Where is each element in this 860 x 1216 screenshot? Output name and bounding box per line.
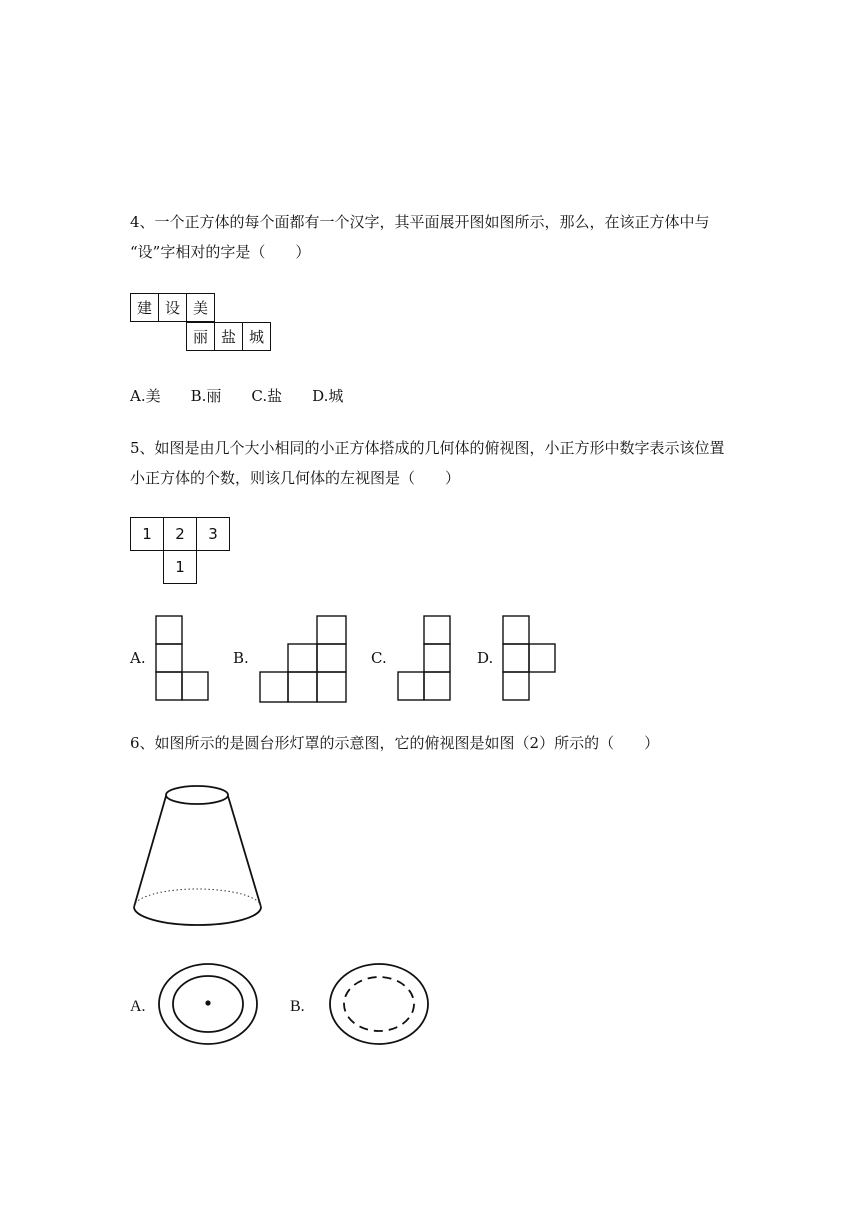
q6-lampshade-figure: [130, 780, 270, 930]
q5-option-c-label: C.: [371, 649, 387, 667]
q6-option-a-label: A.: [130, 998, 146, 1015]
net-cell-mei: 美: [186, 293, 215, 322]
q6-text-line1: 6、如图所示的是圆台形灯罩的示意图，它的俯视图是如图（2）所示的（ ）: [130, 734, 660, 752]
top-view-cell-2: 2: [163, 517, 197, 551]
net-cell-li: 丽: [186, 322, 215, 351]
q4-options: A.美 B.丽 C.盐 D.城: [130, 387, 344, 405]
q5-option-d-label: D.: [477, 649, 494, 667]
q5-option-d-figure: [502, 615, 557, 701]
q6-option-a-figure: [158, 962, 260, 1048]
q5-option-b-figure: [259, 615, 349, 703]
net-cell-she: 设: [158, 293, 187, 322]
q6-option-b-label: B.: [290, 998, 305, 1015]
q5-text-line2: 小正方体的个数，则该几何体的左视图是（ ）: [130, 469, 461, 487]
net-cell-yan: 盐: [214, 322, 243, 351]
q5-option-a-figure: [155, 615, 210, 701]
top-view-cell-4: 1: [163, 550, 197, 584]
q4-text-line1: 4、一个正方体的每个面都有一个汉字，其平面展开图如图所示，那么，在该正方体中与: [130, 213, 710, 231]
q4-text-line2: “设”字相对的字是（ ）: [130, 243, 311, 261]
q5-option-c-figure: [397, 615, 452, 701]
top-view-cell-3: 3: [196, 517, 230, 551]
net-cell-cheng: 城: [242, 322, 271, 351]
q5-option-b-label: B.: [233, 649, 249, 667]
q5-text-line1: 5、如图是由几个大小相同的小正方体搭成的几何体的俯视图，小正方形中数字表示该位置: [130, 439, 725, 457]
q6-option-b-figure: [328, 962, 432, 1048]
q5-option-a-label: A.: [130, 649, 146, 667]
top-view-cell-1: 1: [130, 517, 164, 551]
net-cell-jian: 建: [130, 293, 159, 322]
